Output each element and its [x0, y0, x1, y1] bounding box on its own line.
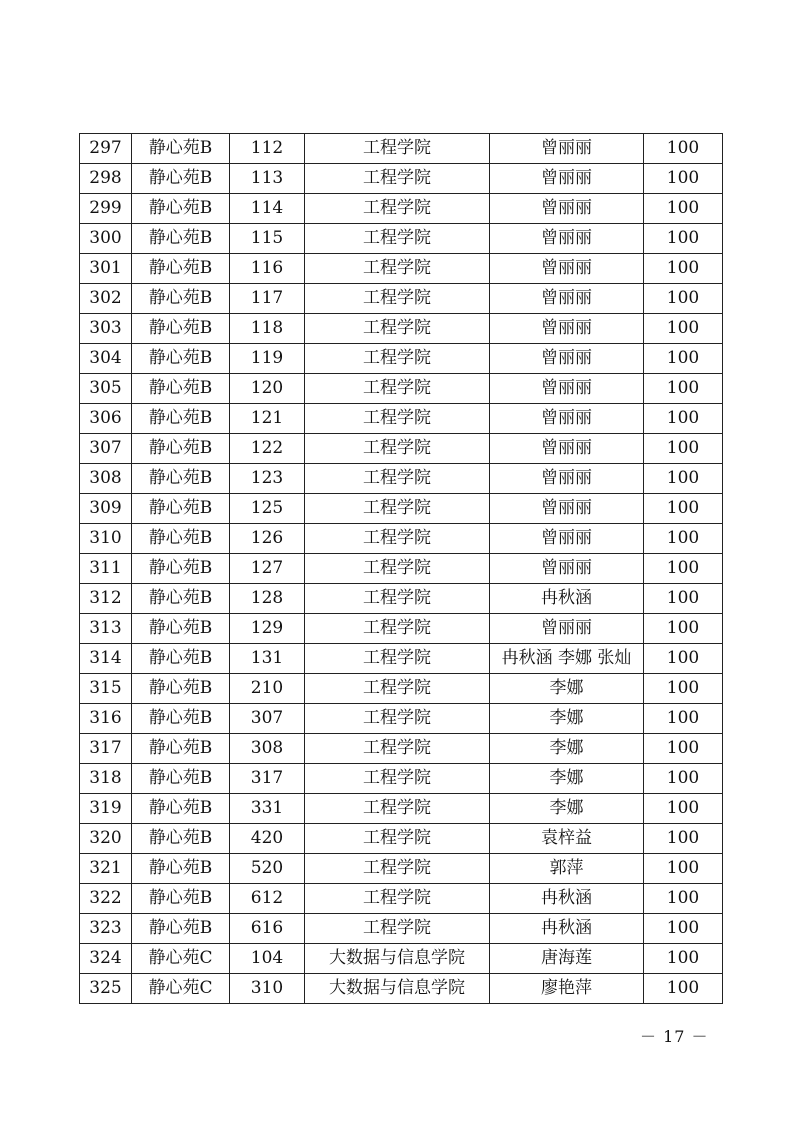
responsible-person-cell: 李娜 — [490, 734, 644, 764]
building-cell: 静心苑B — [132, 344, 230, 374]
building-cell: 静心苑B — [132, 854, 230, 884]
college-cell: 工程学院 — [305, 224, 490, 254]
room-number-cell: 127 — [230, 554, 305, 584]
score-cell: 100 — [644, 614, 723, 644]
score-cell: 100 — [644, 464, 723, 494]
room-number-cell: 129 — [230, 614, 305, 644]
college-cell: 工程学院 — [305, 524, 490, 554]
responsible-person-cell: 曾丽丽 — [490, 344, 644, 374]
building-cell: 静心苑B — [132, 554, 230, 584]
row-number-cell: 301 — [80, 254, 132, 284]
building-cell: 静心苑B — [132, 194, 230, 224]
score-cell: 100 — [644, 134, 723, 164]
table-row — [80, 164, 723, 194]
row-number-cell: 298 — [80, 164, 132, 194]
room-number-cell: 616 — [230, 914, 305, 944]
score-cell: 100 — [644, 884, 723, 914]
college-cell: 工程学院 — [305, 554, 490, 584]
table-row — [80, 854, 723, 884]
table-row — [80, 644, 723, 674]
building-cell: 静心苑B — [132, 584, 230, 614]
table-row — [80, 794, 723, 824]
building-cell: 静心苑B — [132, 164, 230, 194]
room-number-cell: 125 — [230, 494, 305, 524]
room-number-cell: 123 — [230, 464, 305, 494]
row-number-cell: 325 — [80, 974, 132, 1004]
responsible-person-cell: 李娜 — [490, 674, 644, 704]
college-cell: 工程学院 — [305, 584, 490, 614]
responsible-person-cell: 冉秋涵 — [490, 584, 644, 614]
responsible-person-cell: 李娜 — [490, 794, 644, 824]
row-number-cell: 321 — [80, 854, 132, 884]
room-number-cell: 612 — [230, 884, 305, 914]
score-cell: 100 — [644, 584, 723, 614]
responsible-person-cell: 曾丽丽 — [490, 194, 644, 224]
row-number-cell: 318 — [80, 764, 132, 794]
room-number-cell: 317 — [230, 764, 305, 794]
table-row — [80, 134, 723, 164]
college-cell: 大数据与信息学院 — [305, 974, 490, 1004]
room-number-cell: 122 — [230, 434, 305, 464]
row-number-cell: 307 — [80, 434, 132, 464]
table-row — [80, 374, 723, 404]
score-cell: 100 — [644, 194, 723, 224]
table-row — [80, 194, 723, 224]
table-row — [80, 974, 723, 1004]
room-number-cell: 126 — [230, 524, 305, 554]
responsible-person-cell: 袁梓益 — [490, 824, 644, 854]
building-cell: 静心苑B — [132, 404, 230, 434]
score-cell: 100 — [644, 854, 723, 884]
table-row — [80, 434, 723, 464]
table-row — [80, 734, 723, 764]
responsible-person-cell: 曾丽丽 — [490, 164, 644, 194]
score-cell: 100 — [644, 434, 723, 464]
score-cell: 100 — [644, 284, 723, 314]
college-cell: 工程学院 — [305, 494, 490, 524]
responsible-person-cell: 曾丽丽 — [490, 554, 644, 584]
college-cell: 工程学院 — [305, 374, 490, 404]
college-cell: 工程学院 — [305, 464, 490, 494]
table-row — [80, 584, 723, 614]
score-cell: 100 — [644, 254, 723, 284]
room-number-cell: 118 — [230, 314, 305, 344]
table-row — [80, 314, 723, 344]
responsible-person-cell: 曾丽丽 — [490, 614, 644, 644]
room-number-cell: 120 — [230, 374, 305, 404]
building-cell: 静心苑B — [132, 704, 230, 734]
table-row — [80, 704, 723, 734]
score-cell: 100 — [644, 314, 723, 344]
room-number-cell: 308 — [230, 734, 305, 764]
table-body — [80, 134, 723, 1004]
row-number-cell: 308 — [80, 464, 132, 494]
row-number-cell: 300 — [80, 224, 132, 254]
building-cell: 静心苑B — [132, 824, 230, 854]
responsible-person-cell: 曾丽丽 — [490, 314, 644, 344]
building-cell: 静心苑B — [132, 314, 230, 344]
row-number-cell: 303 — [80, 314, 132, 344]
row-number-cell: 319 — [80, 794, 132, 824]
building-cell: 静心苑B — [132, 464, 230, 494]
score-cell: 100 — [644, 494, 723, 524]
table-row — [80, 944, 723, 974]
score-cell: 100 — [644, 164, 723, 194]
college-cell: 工程学院 — [305, 674, 490, 704]
college-cell: 工程学院 — [305, 194, 490, 224]
responsible-person-cell: 曾丽丽 — [490, 434, 644, 464]
room-number-cell: 331 — [230, 794, 305, 824]
responsible-person-cell: 唐海莲 — [490, 944, 644, 974]
responsible-person-cell: 冉秋涵 — [490, 914, 644, 944]
score-cell: 100 — [644, 674, 723, 704]
responsible-person-cell: 曾丽丽 — [490, 224, 644, 254]
room-number-cell: 115 — [230, 224, 305, 254]
responsible-person-cell: 李娜 — [490, 764, 644, 794]
table-row — [80, 224, 723, 254]
college-cell: 工程学院 — [305, 314, 490, 344]
row-number-cell: 297 — [80, 134, 132, 164]
responsible-person-cell: 曾丽丽 — [490, 134, 644, 164]
building-cell: 静心苑C — [132, 974, 230, 1004]
responsible-person-cell: 冉秋涵 李娜 张灿 — [490, 644, 644, 674]
college-cell: 工程学院 — [305, 734, 490, 764]
responsible-person-cell: 曾丽丽 — [490, 374, 644, 404]
table-row — [80, 464, 723, 494]
score-cell: 100 — [644, 344, 723, 374]
row-number-cell: 312 — [80, 584, 132, 614]
building-cell: 静心苑B — [132, 794, 230, 824]
score-cell: 100 — [644, 524, 723, 554]
room-number-cell: 119 — [230, 344, 305, 374]
room-number-cell: 121 — [230, 404, 305, 434]
building-cell: 静心苑B — [132, 284, 230, 314]
row-number-cell: 314 — [80, 644, 132, 674]
college-cell: 工程学院 — [305, 344, 490, 374]
responsible-person-cell: 郭萍 — [490, 854, 644, 884]
row-number-cell: 309 — [80, 494, 132, 524]
row-number-cell: 302 — [80, 284, 132, 314]
row-number-cell: 316 — [80, 704, 132, 734]
building-cell: 静心苑B — [132, 614, 230, 644]
score-cell: 100 — [644, 704, 723, 734]
row-number-cell: 323 — [80, 914, 132, 944]
college-cell: 工程学院 — [305, 704, 490, 734]
building-cell: 静心苑B — [132, 434, 230, 464]
room-number-cell: 128 — [230, 584, 305, 614]
row-number-cell: 304 — [80, 344, 132, 374]
row-number-cell: 299 — [80, 194, 132, 224]
score-cell: 100 — [644, 794, 723, 824]
room-number-cell: 131 — [230, 644, 305, 674]
college-cell: 工程学院 — [305, 854, 490, 884]
building-cell: 静心苑B — [132, 134, 230, 164]
room-number-cell: 210 — [230, 674, 305, 704]
responsible-person-cell: 曾丽丽 — [490, 494, 644, 524]
table-row — [80, 674, 723, 704]
row-number-cell: 322 — [80, 884, 132, 914]
score-cell: 100 — [644, 974, 723, 1004]
table-row — [80, 494, 723, 524]
college-cell: 大数据与信息学院 — [305, 944, 490, 974]
room-number-cell: 310 — [230, 974, 305, 1004]
building-cell: 静心苑B — [132, 494, 230, 524]
college-cell: 工程学院 — [305, 404, 490, 434]
room-number-cell: 117 — [230, 284, 305, 314]
responsible-person-cell: 曾丽丽 — [490, 524, 644, 554]
table-row — [80, 824, 723, 854]
building-cell: 静心苑B — [132, 254, 230, 284]
college-cell: 工程学院 — [305, 884, 490, 914]
college-cell: 工程学院 — [305, 614, 490, 644]
responsible-person-cell: 曾丽丽 — [490, 284, 644, 314]
room-number-cell: 307 — [230, 704, 305, 734]
row-number-cell: 324 — [80, 944, 132, 974]
responsible-person-cell: 曾丽丽 — [490, 464, 644, 494]
room-number-cell: 420 — [230, 824, 305, 854]
responsible-person-cell: 曾丽丽 — [490, 404, 644, 434]
college-cell: 工程学院 — [305, 764, 490, 794]
table-row — [80, 914, 723, 944]
table-row — [80, 524, 723, 554]
room-number-cell: 112 — [230, 134, 305, 164]
room-number-cell: 114 — [230, 194, 305, 224]
room-number-cell: 520 — [230, 854, 305, 884]
building-cell: 静心苑B — [132, 224, 230, 254]
building-cell: 静心苑B — [132, 914, 230, 944]
table-row — [80, 284, 723, 314]
building-cell: 静心苑B — [132, 764, 230, 794]
table-row — [80, 884, 723, 914]
score-cell: 100 — [644, 824, 723, 854]
building-cell: 静心苑C — [132, 944, 230, 974]
responsible-person-cell: 曾丽丽 — [490, 254, 644, 284]
college-cell: 工程学院 — [305, 284, 490, 314]
score-cell: 100 — [644, 764, 723, 794]
dormitory-score-table — [79, 133, 723, 1004]
college-cell: 工程学院 — [305, 794, 490, 824]
responsible-person-cell: 冉秋涵 — [490, 884, 644, 914]
score-cell: 100 — [644, 404, 723, 434]
building-cell: 静心苑B — [132, 674, 230, 704]
score-cell: 100 — [644, 374, 723, 404]
building-cell: 静心苑B — [132, 734, 230, 764]
row-number-cell: 320 — [80, 824, 132, 854]
college-cell: 工程学院 — [305, 254, 490, 284]
row-number-cell: 311 — [80, 554, 132, 584]
score-cell: 100 — [644, 944, 723, 974]
table-row — [80, 254, 723, 284]
score-cell: 100 — [644, 734, 723, 764]
responsible-person-cell: 李娜 — [490, 704, 644, 734]
score-cell: 100 — [644, 224, 723, 254]
room-number-cell: 116 — [230, 254, 305, 284]
college-cell: 工程学院 — [305, 824, 490, 854]
building-cell: 静心苑B — [132, 884, 230, 914]
score-cell: 100 — [644, 554, 723, 584]
row-number-cell: 313 — [80, 614, 132, 644]
college-cell: 工程学院 — [305, 164, 490, 194]
table-row — [80, 614, 723, 644]
building-cell: 静心苑B — [132, 644, 230, 674]
score-cell: 100 — [644, 914, 723, 944]
row-number-cell: 310 — [80, 524, 132, 554]
college-cell: 工程学院 — [305, 914, 490, 944]
building-cell: 静心苑B — [132, 524, 230, 554]
room-number-cell: 113 — [230, 164, 305, 194]
row-number-cell: 317 — [80, 734, 132, 764]
page-number: － 17 － — [640, 1027, 709, 1046]
college-cell: 工程学院 — [305, 434, 490, 464]
row-number-cell: 315 — [80, 674, 132, 704]
college-cell: 工程学院 — [305, 134, 490, 164]
table-row — [80, 404, 723, 434]
row-number-cell: 305 — [80, 374, 132, 404]
score-cell: 100 — [644, 644, 723, 674]
table-row — [80, 554, 723, 584]
row-number-cell: 306 — [80, 404, 132, 434]
table-row — [80, 344, 723, 374]
college-cell: 工程学院 — [305, 644, 490, 674]
table-row — [80, 764, 723, 794]
responsible-person-cell: 廖艳萍 — [490, 974, 644, 1004]
building-cell: 静心苑B — [132, 374, 230, 404]
room-number-cell: 104 — [230, 944, 305, 974]
